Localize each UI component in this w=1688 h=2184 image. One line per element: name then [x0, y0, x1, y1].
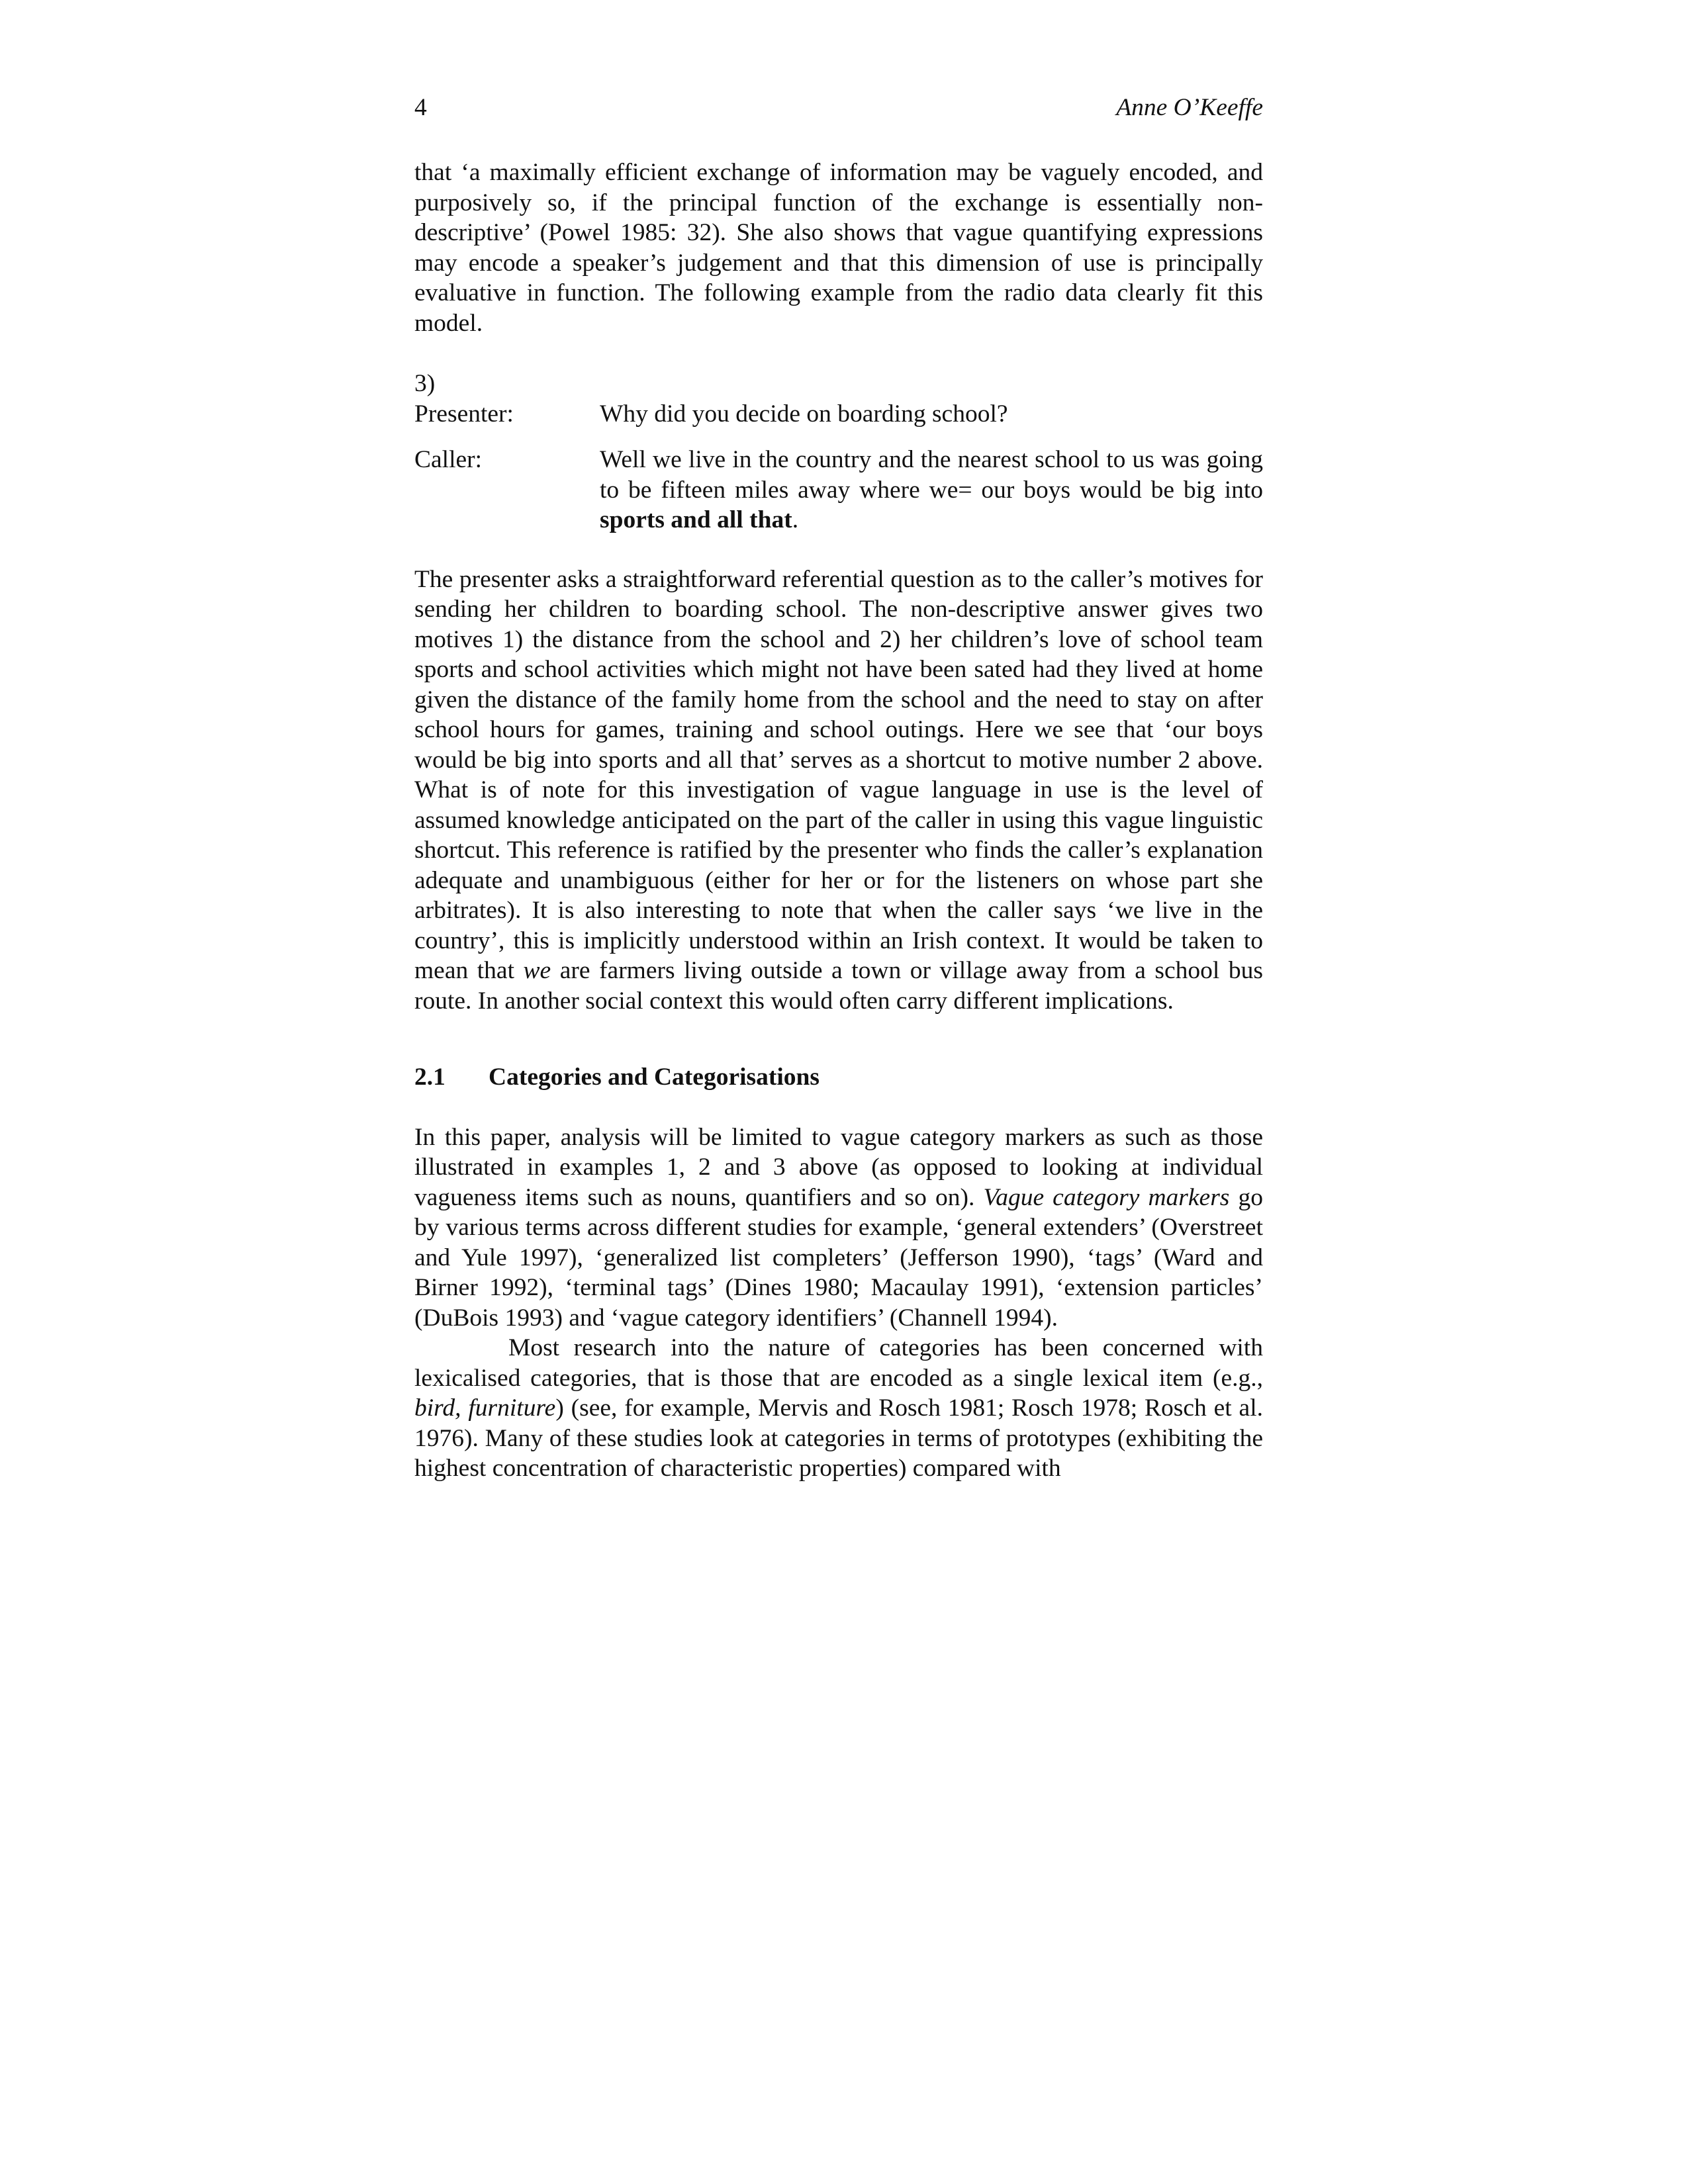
term-vague-category-markers: Vague category markers	[983, 1183, 1230, 1211]
utterance-text-end: .	[792, 506, 799, 533]
section-number: 2.1	[414, 1064, 445, 1091]
example-terms: bird, furniture	[414, 1394, 556, 1422]
speaker-label: Caller:	[414, 446, 483, 473]
utterance-text	[600, 445, 1263, 535]
paragraph-4-text-end: ) (see, for example, Mervis and Rosch 1981; Rosch 1978; Rosch et al. 1976). Many of these studies look at categories in terms of prototypes (exhibiting the highest concentration of characteristic properties) compared with	[414, 1394, 1263, 1482]
paragraph-4-text-start: Most research into the nature of categories has been concerned with lexicalised categories, that is those that are encoded as a single lexical item (e.g.,	[414, 1334, 1263, 1392]
example-3	[414, 369, 1263, 535]
running-header	[414, 93, 1263, 123]
running-author: Anne O’Keeffe	[1116, 94, 1263, 121]
paragraph-3	[414, 1122, 1263, 1334]
page	[414, 93, 1263, 1484]
section-heading	[414, 1062, 1263, 1093]
paragraph-2-text-end: are farmers living outside a town or village away from a school bus route. In another social context this would often carry different implications.	[414, 957, 1263, 1015]
emphasis-we: we	[523, 957, 551, 984]
paragraph-3-text-start: In this paper, analysis will be limited to vague category markers as such as those illustrated in examples 1, 2 and 3 above (as opposed to looking at individual vagueness items such as nouns, quantifiers and so on).	[414, 1123, 1263, 1211]
utterance-text-start: Well we live in the country and the nearest school to us was going to be fifteen miles away where we= our boys would be big into	[600, 446, 1263, 504]
section-title: Categories and Categorisations	[489, 1064, 820, 1091]
transcript-turn-presenter	[414, 399, 1263, 430]
page-number: 4	[414, 94, 427, 121]
speaker-label: Presenter:	[414, 400, 514, 428]
paragraph-2-text-start: The presenter asks a straightforward referential question as to the caller’s motives for sending her children to boarding school. The non-descriptive answer gives two motives 1) the distance from the school and 2) her children’s love of school team sports and school activities which might not have been sated had they lived at home given the distance of the family home from the school and the need to stay on after school hours for games, training and school outings. Here we see that ‘our boys would be big into sports and all that’ serves as a shortcut to motive number 2 above. What is of note for this investigation of vague language in use is the level of assumed knowledge anticipated on the part of the caller in using this vague linguistic shortcut. This reference is ratified by the presenter who finds the caller’s explanation adequate and unambiguous (either for her or for the listeners on whose part she arbitrates). It is also interesting to note that when the caller says ‘we live in the country’, this is implicitly understood within an Irish context. It would be taken to mean that	[414, 565, 1263, 984]
utterance-text: Why did you decide on boarding school?	[600, 400, 1008, 428]
paragraph-1: that ‘a maximally efficient exchange of information may be vaguely encoded, and purposively so, if the principal function of the exchange is essentially non-descriptive’ (Powel 1985: 32). She also shows that vague quantifying expressions may encode a speaker’s judgement and that this dimension of use is principally evaluative in function. The following example from the radio data clearly fit this model.	[414, 159, 1263, 337]
paragraph-3-text-end: go by various terms across different studies for example, ‘general extenders’ (Overstreet and Yule 1997), ‘generalized list completers’ (Jefferson 1990), ‘tags’ (Ward and Birner 1992), ‘terminal tags’ (Dines 1980; Macaulay 1991), ‘extension particles’ (DuBois 1993) and ‘vague category identifiers’ (Channell 1994).	[414, 1183, 1263, 1332]
example-number: 3)	[414, 370, 436, 397]
paragraph-2	[414, 565, 1263, 1017]
transcript-turn-caller	[414, 445, 1263, 535]
paragraph-4	[414, 1333, 1263, 1484]
vague-category-marker-bold: sports and all that	[600, 506, 792, 533]
